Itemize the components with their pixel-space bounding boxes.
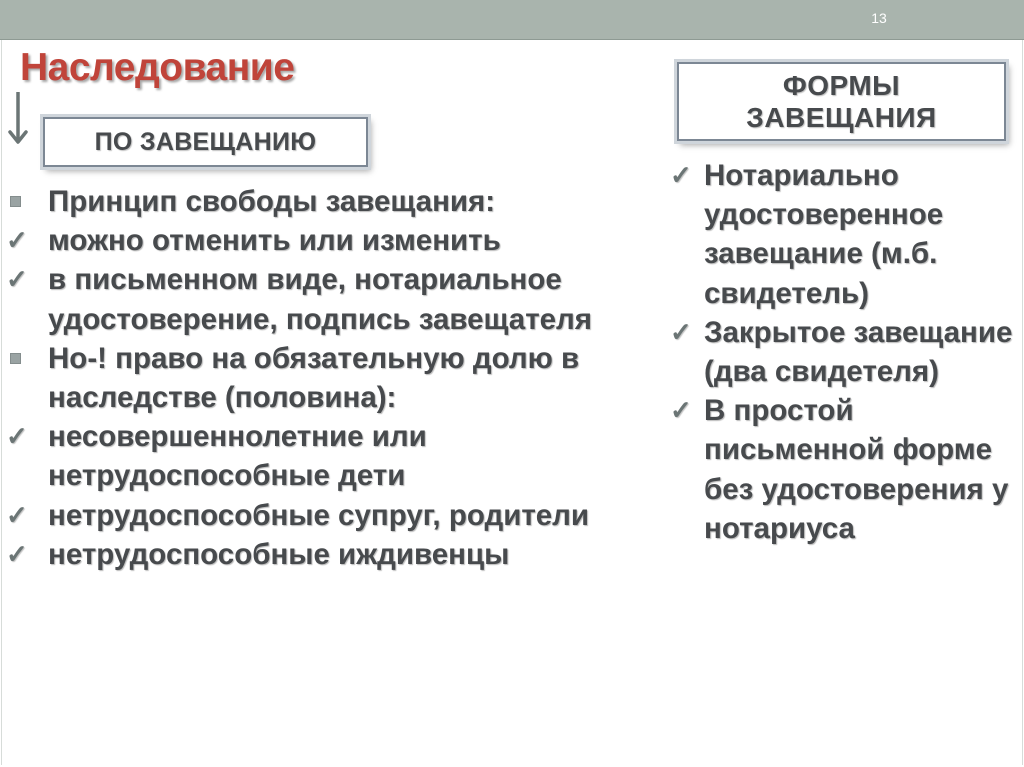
slide-header-bar xyxy=(0,0,1024,40)
check-icon: ✓ xyxy=(6,225,28,256)
list-item-text: Но-! право на обязательную долю в наследстве (половина): xyxy=(48,341,580,415)
list-item xyxy=(48,339,608,417)
list-item-text: можно отменить или изменить xyxy=(48,224,501,258)
slide-title: Наследование xyxy=(20,46,295,89)
check-icon: ✓ xyxy=(6,499,28,530)
check-icon: ✓ xyxy=(670,160,692,190)
check-icon: ✓ xyxy=(6,538,28,569)
list-item xyxy=(48,182,608,221)
list-item-text: нетрудоспособные супруг, родители xyxy=(48,498,590,532)
slide-border-left xyxy=(1,40,2,765)
list-item xyxy=(6,496,608,535)
check-icon: ✓ xyxy=(6,421,28,452)
list-item-text: Закрытое завещание (два свидетеля) xyxy=(704,315,1013,389)
list-item xyxy=(670,391,1014,548)
list-item xyxy=(6,221,608,260)
list-item-text: нетрудоспособные иждивенцы xyxy=(48,537,510,571)
square-bullet-icon xyxy=(10,196,21,207)
list-item xyxy=(670,313,1014,391)
list-item xyxy=(6,535,608,574)
slide-border-right xyxy=(1022,40,1023,765)
check-icon: ✓ xyxy=(670,316,692,347)
check-icon: ✓ xyxy=(6,264,28,295)
will-forms-list xyxy=(670,156,1014,548)
arrow-down-icon xyxy=(6,90,30,150)
list-item-text: В простой письменной форме без удостоверения у нотариуса xyxy=(704,394,1009,545)
slide-number: 13 xyxy=(871,10,887,26)
check-icon: ✓ xyxy=(670,395,692,426)
list-item xyxy=(6,260,608,338)
list-item-text: несовершеннолетние или нетрудоспособные дети xyxy=(48,420,427,493)
square-bullet-icon xyxy=(10,353,21,364)
will-forms-box xyxy=(677,62,1006,141)
list-item-text: Принцип свободы завещания: xyxy=(48,185,496,218)
list-item xyxy=(6,417,608,495)
by-will-box: ПО ЗАВЕЩАНИЮ xyxy=(43,117,368,167)
will-principles-list xyxy=(6,182,608,574)
list-item xyxy=(670,156,1014,313)
will-forms-label: ФОРМЫ ЗАВЕЩАНИЯ xyxy=(746,69,937,133)
list-item-text: в письменном виде, нотариальное удостоверение, подпись завещателя xyxy=(48,263,593,336)
list-item-text: Нотариально удостоверенное завещание (м.б. свидетель) xyxy=(704,159,944,310)
